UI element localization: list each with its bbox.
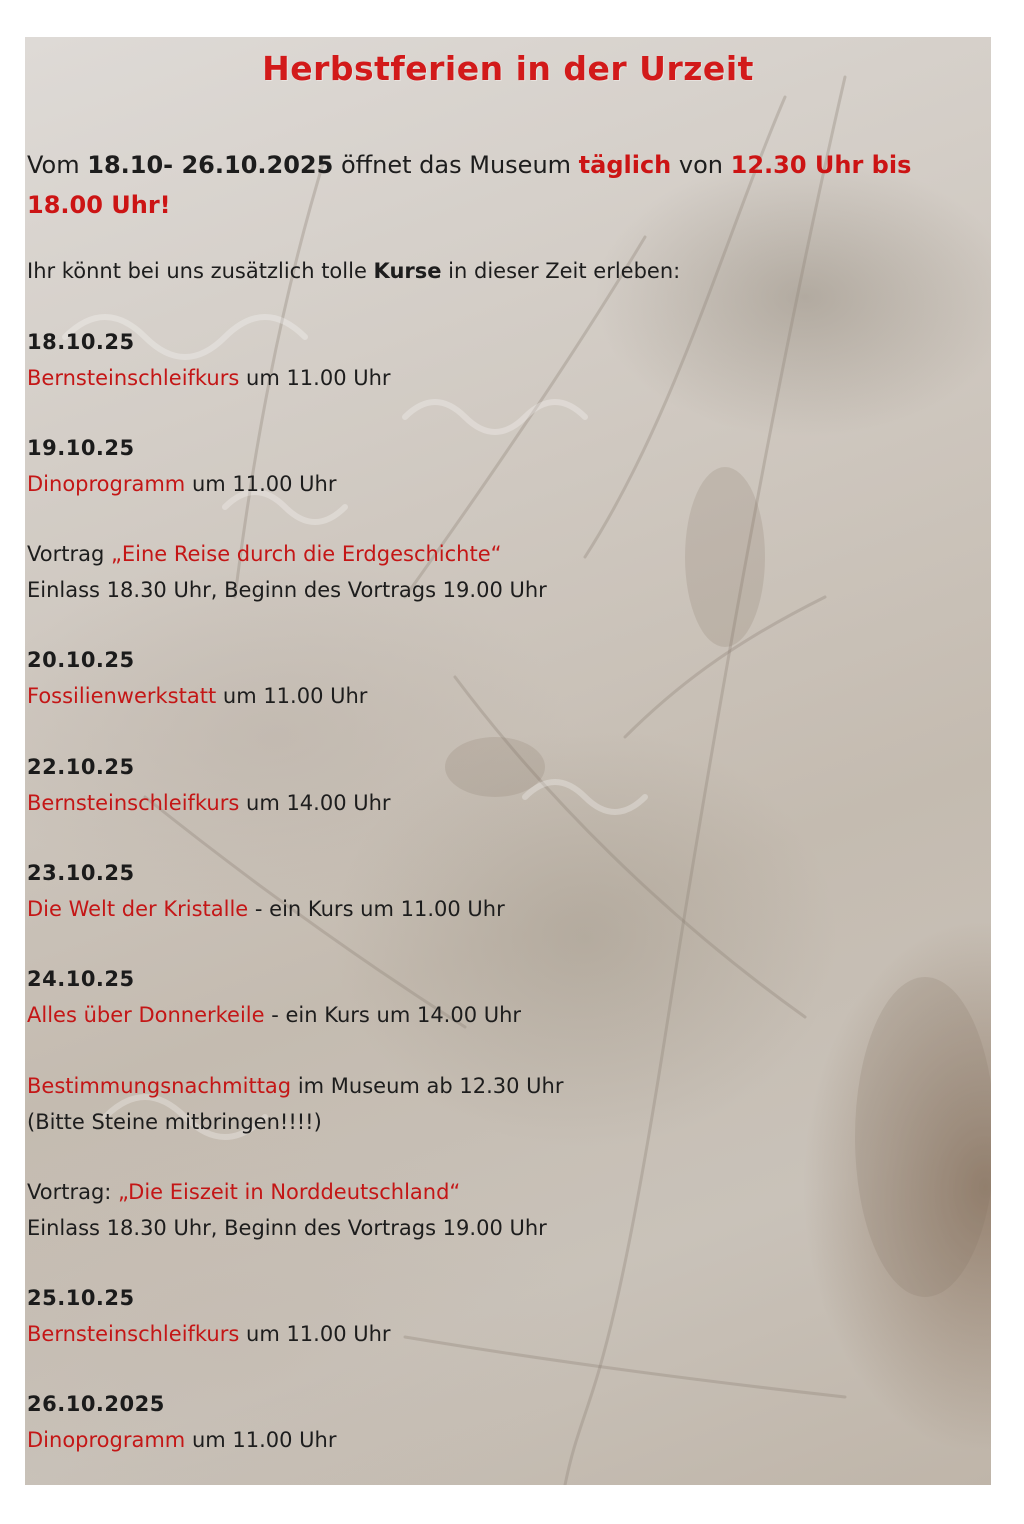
page-title: Herbstferien in der Urzeit: [262, 49, 754, 88]
event-title: Alles über Donnerkeile: [27, 1003, 265, 1027]
event-line: [27, 897, 505, 921]
event-title: Fossilienwerkstatt: [27, 684, 217, 708]
event-line: [27, 1003, 521, 1027]
event-line: [27, 1322, 391, 1346]
identification-line: [27, 1074, 564, 1098]
event-date: 24.10.25: [27, 967, 135, 991]
courses-intro-text: Ihr könnt bei uns zusätzlich tolle: [27, 259, 374, 283]
intro-text: Vom: [27, 151, 88, 179]
lecture-title: „Die Eiszeit in Norddeutschland“: [118, 1180, 461, 1204]
event-date: 22.10.25: [27, 755, 135, 779]
flyer-sheet: [25, 37, 991, 1485]
event-date: 18.10.25: [27, 330, 135, 354]
event-time: um 14.00 Uhr: [239, 791, 391, 815]
event-line: [27, 791, 391, 815]
lecture-title: „Eine Reise durch die Erdgeschichte“: [110, 542, 502, 566]
opening-hours-notice: [27, 145, 987, 225]
event-time: um 11.00 Uhr: [239, 1322, 391, 1346]
identification-title: Bestimmungsnachmittag: [27, 1074, 292, 1098]
event-line: [27, 366, 391, 390]
fossil-background-image: [25, 37, 991, 1485]
event-title: Bernsteinschleifkurs: [27, 366, 240, 390]
intro-text: öffnet das Museum: [333, 151, 579, 179]
event-time: - ein Kurs um 11.00 Uhr: [248, 897, 505, 921]
lecture-line: [27, 542, 502, 566]
holiday-dates: 18.10- 26.10.2025: [87, 151, 334, 179]
event-line: [27, 684, 367, 708]
lecture-note: Einlass 18.30 Uhr, Beginn des Vortrags 19.00 Uhr: [27, 578, 547, 602]
event-time: um 11.00 Uhr: [185, 472, 337, 496]
event-time: - ein Kurs um 14.00 Uhr: [264, 1003, 522, 1027]
event-line: [27, 472, 337, 496]
event-title: Die Welt der Kristalle: [27, 897, 249, 921]
courses-keyword: Kurse: [373, 259, 442, 283]
courses-intro-text: in dieser Zeit erleben:: [441, 259, 681, 283]
courses-intro: [27, 259, 680, 283]
event-date: 19.10.25: [27, 436, 135, 460]
event-time: um 11.00 Uhr: [216, 684, 368, 708]
daily-label: täglich: [578, 151, 672, 179]
lecture-line: [27, 1180, 460, 1204]
event-title: Bernsteinschleifkurs: [27, 791, 240, 815]
event-time: um 11.00 Uhr: [185, 1428, 337, 1452]
identification-note: (Bitte Steine mitbringen!!!!): [27, 1110, 322, 1134]
event-date: 20.10.25: [27, 648, 135, 672]
intro-text: von: [671, 151, 731, 179]
event-date: 23.10.25: [27, 861, 135, 885]
opening-hours: 12.30 Uhr bis 18.00 Uhr!: [27, 151, 912, 219]
identification-time: im Museum ab 12.30 Uhr: [291, 1074, 564, 1098]
event-title: Dinoprogramm: [27, 472, 186, 496]
event-line: [27, 1428, 337, 1452]
lecture-prefix: Vortrag: [27, 542, 111, 566]
event-title: Dinoprogramm: [27, 1428, 186, 1452]
event-title: Bernsteinschleifkurs: [27, 1322, 240, 1346]
lecture-prefix: Vortrag:: [27, 1180, 119, 1204]
event-time: um 11.00 Uhr: [239, 366, 391, 390]
lecture-note: Einlass 18.30 Uhr, Beginn des Vortrags 19.00 Uhr: [27, 1216, 547, 1240]
event-date: 25.10.25: [27, 1286, 135, 1310]
event-date: 26.10.2025: [27, 1392, 165, 1416]
